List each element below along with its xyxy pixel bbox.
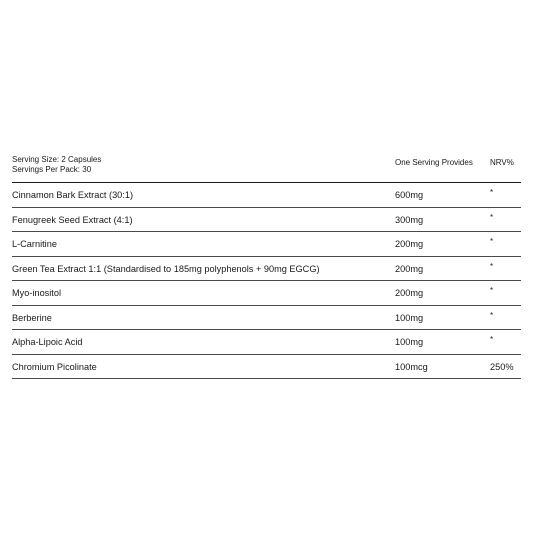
ingredient-name: Green Tea Extract 1:1 (Standardised to 185mg polyphenols + 90mg EGCG) <box>12 263 320 274</box>
ingredient-name: Berberine <box>12 312 52 323</box>
nutrition-table <box>12 152 521 379</box>
ingredient-amount: 100mg <box>395 337 424 347</box>
table-row <box>12 306 521 331</box>
column-header-nrv: NRV% <box>490 158 514 167</box>
ingredient-amount: 200mg <box>395 263 424 274</box>
ingredient-nrv: * <box>490 212 494 222</box>
ingredient-nrv: * <box>490 188 494 197</box>
table-row <box>12 330 521 355</box>
ingredient-amount: 100mg <box>395 312 424 323</box>
ingredient-nrv: 250% <box>490 361 514 372</box>
ingredient-amount: 300mg <box>395 214 424 225</box>
ingredient-amount: 200mg <box>395 239 424 249</box>
ingredient-amount: 100mcg <box>395 361 428 372</box>
table-row <box>12 232 521 257</box>
ingredient-name: Chromium Picolinate <box>12 361 97 372</box>
ingredient-nrv: * <box>490 261 494 271</box>
column-header-amount: One Serving Provides <box>395 158 473 167</box>
ingredient-nrv: * <box>490 310 494 320</box>
ingredient-amount: 200mg <box>395 288 424 298</box>
table-row <box>12 281 521 306</box>
ingredient-name: L-Carnitine <box>12 239 57 249</box>
ingredient-amount: 600mg <box>395 190 424 200</box>
table-row <box>12 208 521 233</box>
ingredient-name: Myo-inositol <box>12 288 62 298</box>
ingredient-nrv: * <box>490 286 494 295</box>
serving-info <box>12 155 101 174</box>
table-row <box>12 355 521 380</box>
ingredient-nrv: * <box>490 335 494 344</box>
ingredient-nrv: * <box>490 237 494 246</box>
ingredient-name: Fenugreek Seed Extract (4:1) <box>12 214 133 225</box>
ingredient-name: Alpha-Lipoic Acid <box>12 337 83 347</box>
table-row <box>12 183 521 208</box>
ingredient-name: Cinnamon Bark Extract (30:1) <box>12 190 134 200</box>
table-header <box>12 152 521 182</box>
table-row <box>12 257 521 282</box>
serving-size: Serving Size: 2 Capsules <box>12 155 102 164</box>
servings-per-pack: Servings Per Pack: 30 <box>12 164 92 174</box>
